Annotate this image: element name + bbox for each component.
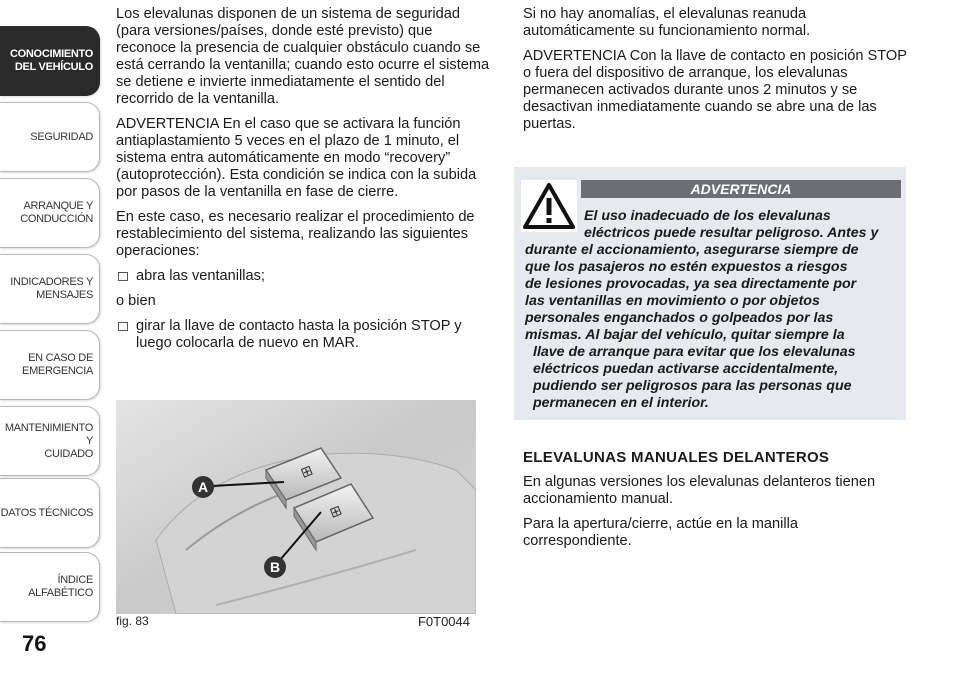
warning-line: de lesiones provocadas, ya sea directamente por [525,276,857,292]
section-body [523,474,908,558]
list-item-text: abra las ventanillas; [136,268,265,284]
svg-text:⊞: ⊞ [298,462,316,482]
warning-line: permanecen en el interior. [533,395,709,411]
figure-label-b: B [269,559,281,575]
figure-number: fig. 83 [116,614,149,628]
warning-line: durante el accionamiento, asegurarse siempre de [525,242,859,258]
svg-text:⊞: ⊞ [327,502,345,522]
tab-conocimiento-del-vehiculo[interactable]: CONOCIMIENTO DEL VEHÍCULO [0,26,100,96]
warning-line: pudiendo ser peligrosos para las personas que [533,378,852,394]
paragraph-reset-procedure: En este caso, es necesario realizar el procedimiento de restablecimiento del sistema, realizando las siguientes operaciones: [116,209,475,259]
paragraph-antipinch-warning: ADVERTENCIA En el caso que se activara la función antiaplastamiento 5 veces en el plazo de 1 minuto, el sistema entra automáticamente en modo “recovery” (autoprotección). Esta condición se indica con la subida por pasos de la ventanilla en fase de cierre. [116,116,477,200]
warning-line: que los pasajeros no estén expuestos a riesgos [525,259,848,275]
right-column [523,6,908,141]
warning-title: ADVERTENCIA [581,180,901,198]
tab-indicadores-y-mensajes[interactable]: INDICADORES Y MENSAJES [0,254,100,324]
list-item [116,318,494,352]
page-number: 76 [22,631,47,656]
section-title: ELEVALUNAS MANUALES DELANTEROS [523,449,830,466]
paragraph-manual-windows: En algunas versiones los elevalunas delanteros tienen accionamiento manual. [523,474,876,507]
figure-label-a: A [197,479,209,495]
tab-arranque-y-conduccion[interactable]: ARRANQUE Y CONDUCCIÓN [0,178,100,248]
checkbox-bullet-icon [118,272,128,281]
list-item [116,268,494,285]
figure-window-switches [116,400,476,632]
tab-en-caso-de-emergencia[interactable]: EN CASO DE EMERGENCIA [0,330,100,400]
warning-line: personales enganchados o golpeados por las [525,310,834,326]
warning-line: mismas. Al bajar del vehículo, quitar siempre la [525,327,845,343]
checkbox-bullet-icon [118,322,128,331]
warning-triangle-icon [521,180,577,232]
tab-seguridad[interactable]: SEGURIDAD [0,102,100,172]
left-column [116,6,494,360]
list-item-text: girar la llave de contacto hasta la posición STOP y luego colocarla de nuevo en MAR. [136,318,462,351]
paragraph-safety-system: Los elevalunas disponen de un sistema de seguridad (para versiones/países, donde esté previsto) que reconoce la presencia de cualquier obstáculo cuando se está cerrando la ventanilla; cuando esto ocurre el sistema se detiene e invierte inmediatamente el sentido del recorrido de la ventanilla. [116,6,490,107]
warning-line: llave de arranque para evitar que los elevalunas [533,344,856,360]
paragraph-manual-handle: Para la apertura/cierre, actúe en la manilla correspondiente. [523,516,798,549]
tab-mantenimiento-y-cuidado[interactable]: MANTENIMIENTO Y CUIDADO [0,406,100,476]
figure-caption [116,614,476,628]
warning-line: El uso inadecuado de los elevalunas [584,208,831,224]
or-text: o bien [116,293,156,309]
warning-line: eléctricos puedan activarse accidentalmente, [533,361,839,377]
paragraph-key-stop-warning: ADVERTENCIA Con la llave de contacto en posición STOP o fuera del dispositivo de arranque, los elevalunas permanecen activados durante unos 2 minutos y se desactivan inmediatamente cuando se abre una de las puertas. [523,48,907,132]
tab-indice-alfabetico[interactable]: ÍNDICE ALFABÉTICO [0,552,100,622]
figure-code: F0T0044 [417,614,470,629]
warning-line: eléctricos puede resultar peligroso. Antes y [584,225,879,241]
warning-line: las ventanillas en movimiento o por objetos [525,293,820,309]
paragraph-normal-operation: Si no hay anomalías, el elevalunas reanuda automáticamente su funcionamiento normal. [523,6,811,39]
tab-datos-tecnicos[interactable]: DATOS TÉCNICOS [0,478,100,548]
